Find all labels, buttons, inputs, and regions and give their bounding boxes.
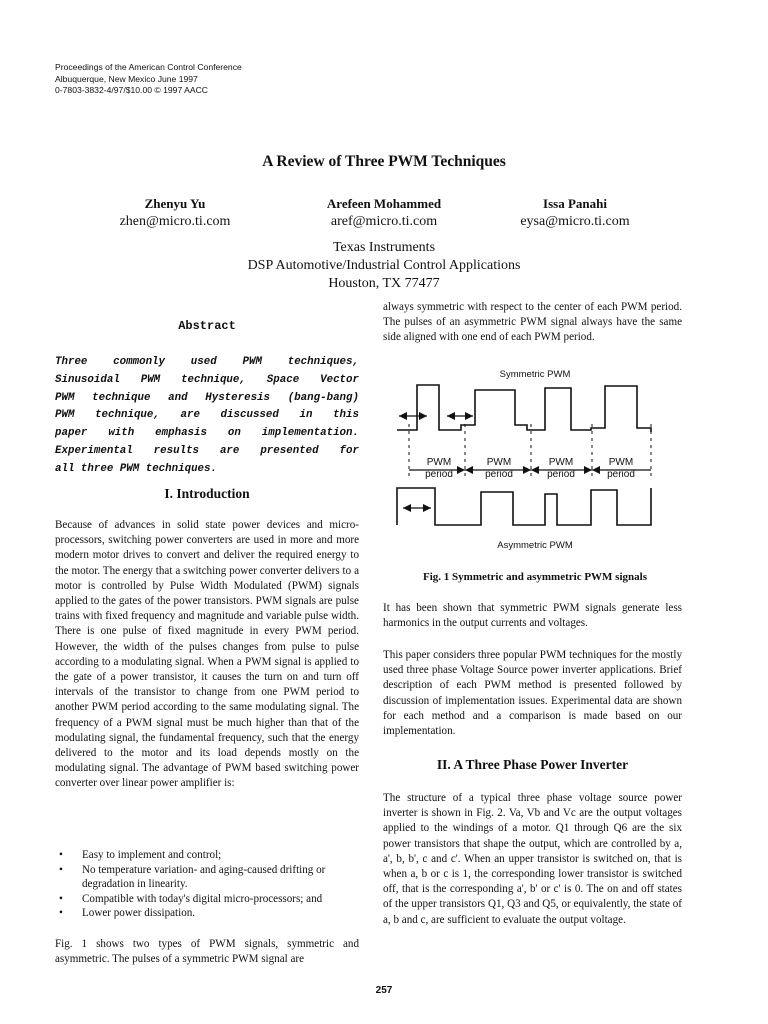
- abstract-line: Sinusoidal PWM technique, Space Vector: [55, 373, 359, 386]
- bullet-icon: •: [59, 907, 63, 919]
- abstract-line: Experimental results are presented for: [55, 444, 359, 457]
- section-heading-introduction: I. Introduction: [164, 486, 250, 501]
- asymmetric-pwm-waveform: [397, 488, 651, 525]
- author-name: Issa Panahi: [543, 196, 607, 211]
- conference-line: Albuquerque, New Mexico June 1997: [55, 73, 198, 84]
- abstract-heading: Abstract: [178, 319, 236, 333]
- affiliation-line: DSP Automotive/Industrial Control Applications: [247, 258, 521, 273]
- author-block: [289, 195, 479, 231]
- author-name: Arefeen Mohammed: [326, 196, 442, 211]
- figure-caption: Fig. 1 Symmetric and asymmetric PWM signals: [423, 571, 647, 583]
- list-item-text: Compatible with today's digital micro-processors; and: [82, 892, 323, 905]
- page-number: 257: [375, 985, 393, 996]
- conference-info: [55, 62, 242, 97]
- conference-line: Proceedings of the American Control Conference: [55, 62, 242, 72]
- section-heading-inverter: II. A Three Phase Power Inverter: [436, 757, 629, 772]
- period-label: period: [547, 469, 575, 480]
- affiliation: [0, 239, 768, 293]
- abstract-line: PWM technique and Hysteresis (bang-bang): [55, 391, 359, 404]
- author-block: [495, 195, 655, 231]
- list-item: [55, 848, 359, 863]
- abstract-line: Three commonly used PWM techniques,: [55, 356, 359, 368]
- list-item: [55, 892, 359, 907]
- abstract-line: PWM technique, are discussed in this: [55, 409, 359, 422]
- period-label: period: [425, 469, 453, 480]
- symmetric-pwm-waveform: [397, 385, 651, 432]
- continued-paragraph: always symmetric with respect to the center of each PWM period. The pulses of an asymmetric PWM signal always have the same side aligned with one end of each PWM period.: [383, 301, 682, 344]
- harmonics-paragraph: It has been shown that symmetric PWM signals generate less harmonics in the output currents and voltages.: [383, 602, 682, 630]
- author-email: zhen@micro.ti.com: [119, 214, 231, 229]
- pwm-signals-figure: [395, 380, 665, 528]
- pwm-label: PWM: [608, 457, 634, 468]
- conference-line: 0-7803-3832-4/97/$10.00 © 1997 AACC: [55, 85, 209, 95]
- period-label: period: [607, 469, 635, 480]
- abstract-line: all three PWM techniques.: [55, 462, 217, 475]
- author-name: Zhenyu Yu: [144, 196, 206, 211]
- list-item-text: No temperature variation- and aging-caused drifting or degradation in linearity.: [82, 863, 326, 890]
- author-block: [100, 195, 250, 231]
- pwm-label: PWM: [486, 457, 512, 468]
- figure-label-symmetric: Symmetric PWM: [499, 369, 571, 380]
- list-item-text: Lower power dissipation.: [82, 907, 196, 919]
- abstract-line: paper with emphasis on implementation.: [55, 427, 359, 440]
- paper-title: A Review of Three PWM Techniques: [262, 153, 506, 170]
- bullet-icon: •: [59, 863, 63, 876]
- paper-scope-paragraph: This paper considers three popular PWM techniques for the mostly used three phase Voltage Source power inverter applications. Brief description of each PWM method is presented followed by discussion of implementation issues. Experimental data are shown for each method and a comparison is made based on our implementation.: [383, 649, 682, 738]
- bullet-icon: •: [59, 892, 63, 905]
- intro-paragraph: Because of advances in solid state power devices and micro-processors, switching power converters are used in more and more modern motor drives to convert and deliver the required energy to the motor. The energy that a switching power converter delivers to a motor is controlled by Pulse Width Modulated (PWM) signals applied to the gates of the power transistors. PWM signals are pulse trains with fixed frequency and magnitude and variable pulse width. There is one pulse of fixed magnitude in every PWM period. However, the width of the pulses changes from pulse to pulse according to a modulating signal. When a PWM signal is applied to the gate of a power transistor, it causes the turn on and turn off intervals of the transistor to change from one PWM period to another PWM period according to the same modulating signal. The frequency of a PWM signal must be much higher than that of the modulating signal, the fundamental frequency, such that the energy delivered to the motor and its load depends mostly on the modulating signal. The advantage of PWM based switching power converter over linear power amplifier is:: [55, 519, 359, 790]
- figure-label-asymmetric: Asymmetric PWM: [497, 540, 573, 551]
- period-label: period: [485, 469, 513, 480]
- author-email: aref@micro.ti.com: [330, 214, 438, 229]
- abstract-body: [55, 354, 359, 479]
- list-item: [55, 906, 359, 921]
- bullet-icon: •: [59, 849, 63, 861]
- inverter-paragraph: The structure of a typical three phase voltage source power inverter is shown in Fig. 2. Va, Vb and Vc are the output voltages applied to the windings of a motor. Q1 through Q6 are the six power transistors that shape the output, which are controlled by a, a', b, b', c and c'. When an upper transistor is switched on, that is when a, b or c is 1, the corresponding lower transistor is switched off, that is the corresponding a', b' or c' is 0. The on and off states of the upper transistors Q1, Q3 and Q5, or equivalently, the state of a, b and c, are sufficient to evaluate the output voltage.: [383, 792, 682, 926]
- affiliation-line: Houston, TX 77477: [328, 276, 440, 291]
- list-item: [55, 863, 359, 892]
- advantages-list: [55, 848, 359, 921]
- pwm-label: PWM: [426, 457, 452, 468]
- fig1-intro-paragraph: Fig. 1 shows two types of PWM signals, symmetric and asymmetric. The pulses of a symmetric PWM signal are: [55, 938, 359, 966]
- author-email: eysa@micro.ti.com: [520, 214, 630, 229]
- pwm-label: PWM: [548, 457, 574, 468]
- affiliation-line: Texas Instruments: [332, 240, 436, 255]
- list-item-text: Easy to implement and control;: [82, 849, 222, 861]
